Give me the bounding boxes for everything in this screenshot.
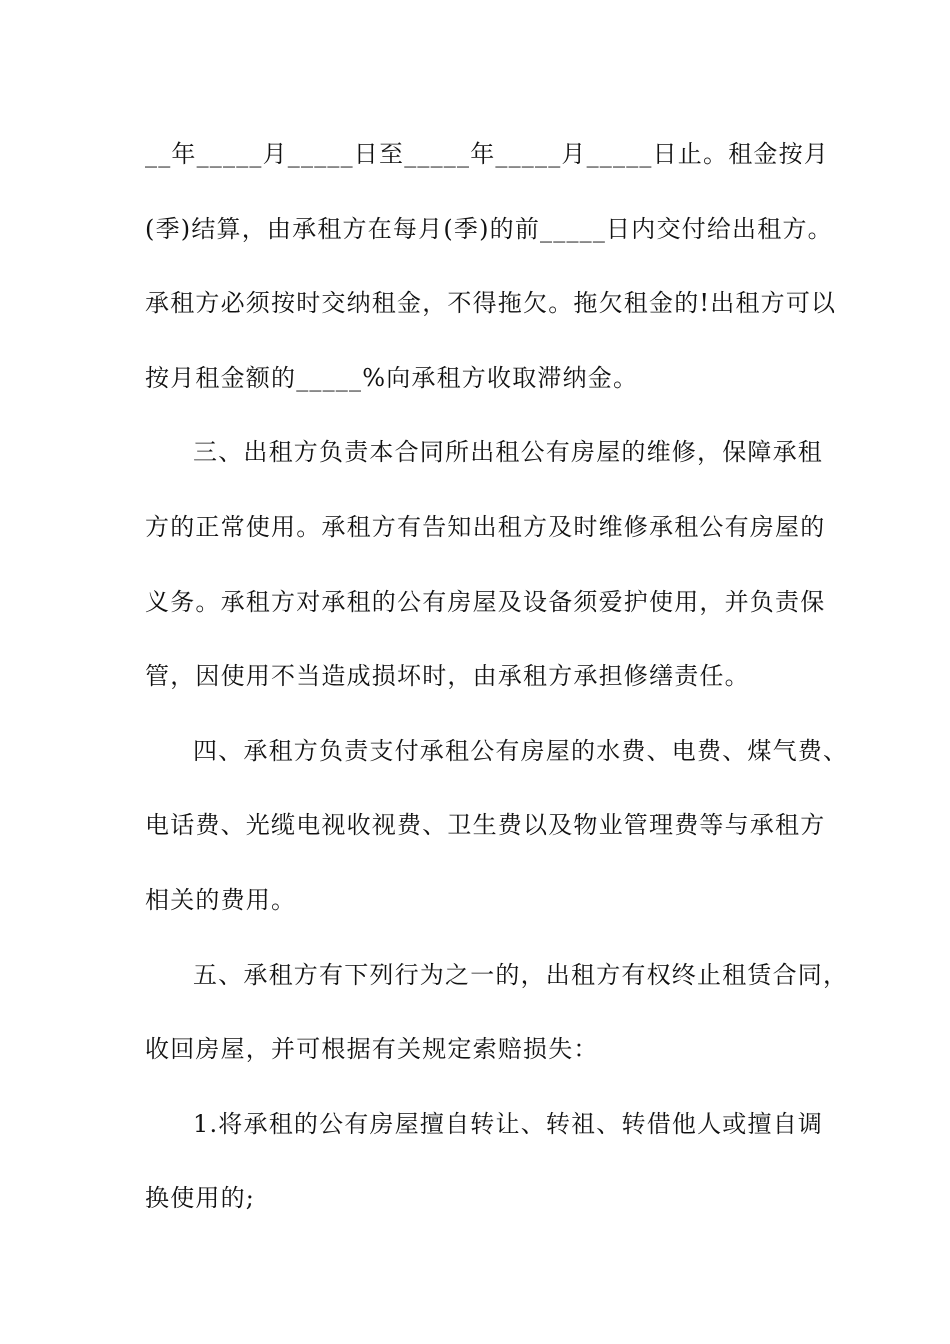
paragraph-start-line: 五、承租方有下列行为之一的，出租方有权终止租赁合同， — [193, 960, 849, 989]
text-line: (季)结算，由承租方在每月(季)的前_____日内交付给出租方。 — [145, 214, 833, 243]
text-line: 义务。承租方对承租的公有房屋及设备须爱护使用，并负责保 — [145, 587, 826, 616]
text-line: 收回房屋，并可根据有关规定索赔损失： — [145, 1035, 599, 1064]
list-item-line: 1.将承租的公有房屋擅自转让、转祖、转借他人或擅自调 — [193, 1109, 824, 1138]
document-body — [145, 130, 849, 1249]
text-line: 相关的费用。 — [145, 885, 297, 914]
paragraph-start-line: 三、出租方负责本合同所出租公有房屋的维修，保障承租 — [193, 438, 823, 467]
text-line: 换使用的; — [145, 1184, 256, 1213]
text-line: 方的正常使用。承租方有告知出租方及时维修承租公有房屋的 — [145, 512, 826, 541]
text-line: __年_____月_____日至_____年_____月_____日止。租金按月 — [145, 140, 829, 168]
text-line: 管，因使用不当造成损坏时，由承租方承担修缮责任。 — [145, 662, 750, 691]
text-line: 按月租金额的_____%向承租方收取滞纳金。 — [145, 363, 639, 392]
paragraph-start-line: 四、承租方负责支付承租公有房屋的水费、电费、煤气费、 — [193, 736, 849, 765]
text-line: 承租方必须按时交纳租金，不得拖欠。拖欠租金的!出租方可以 — [145, 289, 837, 318]
text-line: 电话费、光缆电视收视费、卫生费以及物业管理费等与承租方 — [145, 811, 826, 840]
